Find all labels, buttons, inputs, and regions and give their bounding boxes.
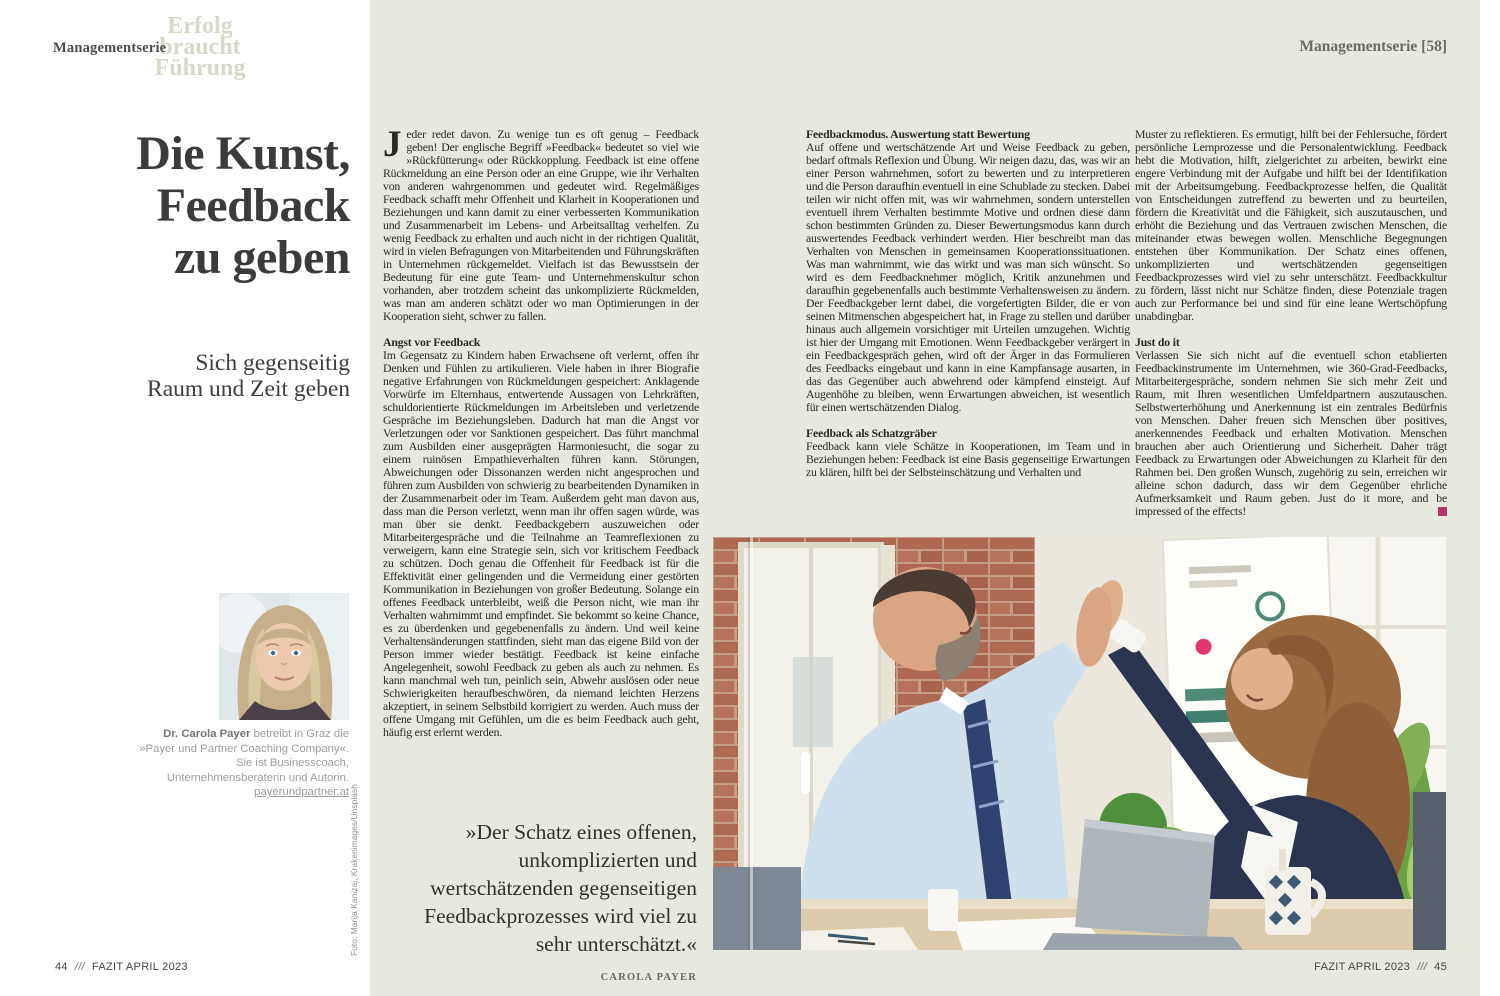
author-name: Dr. Carola Payer: [163, 728, 251, 740]
series-label-right: Managementserie [58]: [1299, 38, 1447, 55]
section-heading-schatzgraeber: Feedback als Schatzgräber: [806, 426, 937, 440]
footer-right: [1147, 961, 1447, 973]
series-logo-line: braucht: [159, 34, 241, 60]
pull-quote-text: »Der Schatz eines offenen, unkomplizierten und wertschätzenden gegenseitigen Feedbackprozesses wird viel zu sehr unterschätzt.«: [424, 820, 697, 956]
pull-quote: [385, 818, 697, 992]
article-title-line: Feedback: [156, 179, 350, 232]
author-website-link[interactable]: payerundpartner.at: [254, 786, 349, 798]
section-text: Im Gegensatz zu Kindern haben Erwachsene oft verlernt, offen ihr Denken und Fühlen zu artikulieren. Viele haben in ihrer Biografie negative Erfahrungen von Rückmeldungen gespeichert: Anklagende Vorwürfe im Elternhaus, entwertende Aussagen von Lehrkräften, schuldorientierte Rückmeldungen im Arbeitsleben und verletzende Gespräche im Beziehungsleben. Dadurch hat man die Angst vor Verletzungen oder vor Sanktionen gespeichert. Das führt manchmal zum Ausbilden einer ausgeprägten Harmoniesucht, die sogar zu einem ruinösen Empathieverhalten führen kann. Störungen, Abweichungen oder Dissonanzen werden nicht angesprochen und führen zum Ausbilden von schwierig zu bearbeitenden Dynamiken in der Zusammenarbeit oder im Team. Außerdem geht man davon aus, dass man die Person verletzt, wenn man ihr offen sagen würde, was man über sie denkt. Feedbackgebern auszuweichen oder Mitarbeitergespräche und die Teilnahme an Teamreflexionen zu verweigern, kann eine Strategie sein, sich vor kritischem Feedback zu schützen. Doch genau die Offenheit für Feedback ist für die Effektivität einer gelingenden und die Vermeidung einer gestörten Kommunikation in Beziehungen von großer Bedeutung. Solange ein offenes Feedback unterbleibt, weiß die Person nicht, wie man ihr Verhalten wahrnimmt und empfindet. Sie bekommt so keine Chance, es zu überdenken und gegebenenfalls zu ändern. Und weil keine Verhaltensänderungen stattfinden, sieht man das eigene Bild von der Person immer wieder bestätigt. Feedback ist keine einfache Angelegenheit, sowohl Feedback zu geben als auch zu nehmen. Es kann manchmal weh tun, peinlich sein, Abwehr auslösen oder neue Schwierigkeiten heraufbeschwören, da niemand leichten Herzens akzeptiert, in seinem Selbstbild korrigiert zu werden. Auch muss der offene Umgang mit Gefühlen, um die es beim Feedback auch geht, häufig erst erlernt werden.: [383, 348, 699, 739]
body-column-2: [806, 128, 1130, 534]
high-five-office-photo: [713, 537, 1446, 950]
intro-paragraph: Jeder redet davon. Zu wenige tun es oft genug – Feedback geben! Der englische Begriff »Feedback« bedeutet so viel wie »Rückfütterung« oder Rückkopplung. Feedback ist eine offene Rückmeldung an eine Person oder an eine Gruppe, wie ihr Verhalten von anderen wahrgenommen und gedeutet wird. Regelmäßiges Feedback schafft mehr Offenheit und Klarheit in Kooperationen und Beziehungen und kann damit zu einer verbesserten Kommunikation und Zusammenarbeit im Lebens- und Arbeitsalltag verhelfen. Zu wenig Feedback zu erhalten und auch nicht in der richtigen Qualität, wird in vielen Befragungen von Mitarbeitenden und Führungskräften in Unternehmen rückgemeldet. Vielfach ist das Bewusstsein der Bedeutung für eine gute Team- und Unternehmenskultur schon vorhanden, aber trotzdem scheint das unkomplizierte Rückmelden, was man am anderen schätzt oder wo man Optimierungen in der Kooperation sieht, schwer zu fallen.: [383, 128, 699, 323]
page-number: 44: [55, 961, 68, 973]
author-portrait-photo: [219, 593, 349, 720]
section-text: Feedback kann viele Schätze in Kooperationen, im Team und in Beziehungen heben: Feedback ist eine Basis gegenseitige Erwartungen zu klären, hilft bei der Selbsteinschätzung und Verhalten und: [806, 439, 1130, 479]
section-heading-feedbackmodus: Feedbackmodus. Auswertung statt Bewertung: [806, 128, 1030, 141]
portrait-illustration: [219, 593, 349, 720]
article-title-line: Die Kunst,: [136, 127, 350, 180]
section-text: Verlassen Sie sich nicht auf die eventuell schon etablierten Feedbackinstrumente im Unternehmen, wie 360-Grad-Feedbacks, Mitarbeitergespräche, sondern nehmen Sie sich mehr Zeit und Raum, mit Ihren wesentlichen Umfeldpartnern auszutauschen. Selbstwerterhöhung und Anerkennung ist ein zentrales Bedürfnis von Menschen. Daher freuen sich Menschen über positives, anerkennendes Feedback und erhalten Motivation. Menschen brauchen aber auch Orientierung und Sicherheit. Daher trägt Feedback zu Erwartungen oder Abweichungen zu Klarheit für den Rahmen bei. Den großen Wunsch, zugehörig zu sein, erreichen wir alleine schon dadurch, dass wir dem Gegenüber ehrliche Aufmerksamkeit und Raum geben. Just do it more, and be impressed of the effects!: [1135, 348, 1447, 518]
series-logo-line: Führung: [154, 55, 246, 81]
body-column-1: [383, 128, 699, 804]
footer-separator: ///: [74, 961, 85, 973]
article-subtitle-line: Sich gegenseitig: [195, 350, 350, 376]
page-number: 45: [1434, 961, 1447, 973]
article-end-mark: [1438, 507, 1447, 516]
article-subtitle-line: Raum und Zeit geben: [147, 376, 350, 402]
footer-separator: ///: [1417, 961, 1428, 973]
section-text: Muster zu reflektieren. Es ermutigt, hilft bei der Fehlersuche, fördert persönliche Lernprozesse und die Personalentwicklung. Feedback hebt die Motivation, hilft, zielgerichtet zu arbeiten, bewirkt eine engere Verbindung mit der Aufgabe und hilft bei der Identifikation mit der Arbeitsumgebung. Feedbackprozesse helfen, die Qualität von Entscheidungen zutreffend zu bewerten und zu beurteilen, fördern die Kreativität und die Fähigkeit, sich auszutauschen, und erhöht die Beziehung und das Vertrauen zwischen Menschen, die miteinander etwas bewegen wollen. Menschliche Begegnungen entstehen über Kommunikation. Der Schatz eines offenen, unkomplizierten und wertschätzenden gegenseitigen Feedbackprozesses wird viel zu sehr unterschätzt. Feedbackkultur zu fördern, lässt nicht nur Schätze finden, diese Potenziale tragen auch zur Performance bei und sind für eine leane Wertschöpfung unabdingbar.: [1135, 128, 1447, 323]
pull-quote-attribution: CAROLA PAYER: [600, 972, 697, 983]
article-subtitle: [50, 350, 350, 402]
body-column-3: [1135, 128, 1447, 536]
footer-left: [55, 961, 188, 973]
section-heading-angst: Angst vor Feedback: [383, 335, 481, 349]
series-logo-line: Erfolg: [167, 13, 233, 39]
magazine-issue: FAZIT APRIL 2023: [1314, 961, 1411, 973]
series-label: Managementserie: [53, 40, 167, 56]
magazine-issue: FAZIT APRIL 2023: [91, 961, 188, 973]
section-heading-justdoit: Just do it: [1135, 335, 1180, 349]
author-bio: betreibt in Graz die »Payer und Partner Coaching Company«. Sie ist Businesscoach, Unternehmensberaterin und Autorin.: [139, 728, 349, 784]
office-scene-illustration: [713, 537, 1446, 950]
article-title: [50, 128, 350, 284]
section-text: Auf offene und wertschätzende Art und Weise Feedback zu geben, bedarf oftmals Reflexion und Übung. Wir neigen dazu, das, was wir an einer Person wahrnehmen, sofort zu bewerten und zu interpretieren und die Person daraufhin eventuell in eine Schublade zu stecken. Dabei teilen wir nicht offen mit, was wir wahrnehmen, sondern unterstellen eventuell ihrem Verhalten bestimmte Motive und ordnen diese dann schon bestimmten Gründen zu. Dieser Bewertungsmodus kann durch auswertendes Feedback verhindert werden. Hier beschreibt man das Verhalten von Menschen in gemeinsamen Kooperationssituationen. Was man wahrnimmt, wie das wirkt und was man sich wünscht. So wird es dem Feedbacknehmer möglich, Kritik anzunehmen und daraufhin gegebenenfalls auch bestimmte Verhaltensweisen zu ändern. Der Feedbackgeber lernt dabei, die vorgefertigten Bilder, die er von seinen Mitmenschen abgespeichert hat, in Frage zu stellen und darüber hinaus auch allgemein vorsichtiger mit Urteilen umzugehen. Wichtig ist hier der Umgang mit Emotionen. Wenn Feedbackgeber verärgert in ein Feedbackgespräch gehen, wird oft der Ärger in das Formulieren des Feedbacks eingebaut und kann in eine Kampfansage ausarten, in das das Gegenüber auch abwehrend oder kämpfend einsteigt. Auf Augenhöhe zu bleiben, wenn Erwartungen abweichen, ist wesentlich für einen wertschätzenden Dialog.: [806, 140, 1130, 414]
photo-credit: Foto: Marija Kanizaj, Krakenimages/Unsplash: [349, 784, 359, 956]
drop-cap: J: [383, 128, 402, 165]
article-title-line: zu geben: [174, 231, 350, 284]
author-caption: [126, 727, 349, 800]
